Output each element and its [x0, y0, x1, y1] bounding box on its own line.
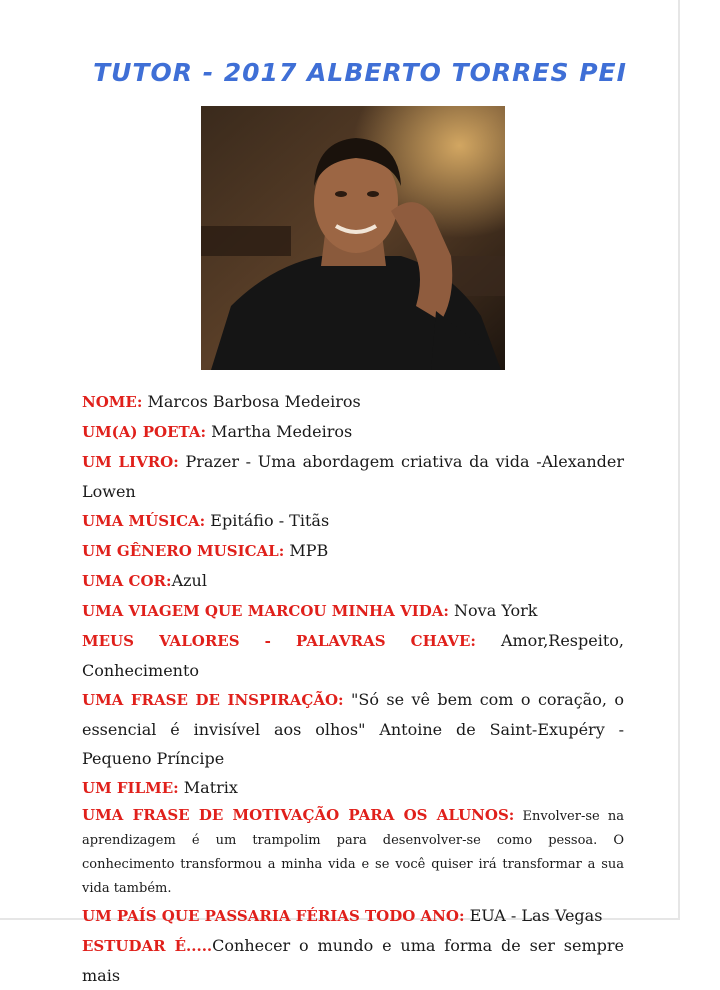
label-musica: UMA MÚSICA: — [82, 512, 206, 530]
value-viagem: Nova York — [448, 601, 538, 620]
field-poeta — [82, 417, 624, 447]
portrait-photo — [201, 106, 505, 370]
label-frase: UMA FRASE DE INSPIRAÇÃO: — [82, 691, 344, 709]
value-cor: Azul — [171, 571, 207, 590]
field-nome — [82, 387, 624, 417]
field-musica — [82, 506, 624, 536]
label-motivacao: UMA FRASE DE MOTIVAÇÃO PARA OS ALUNOS: — [82, 806, 515, 824]
value-genero: MPB — [284, 541, 329, 560]
field-filme — [82, 773, 624, 803]
label-pais: UM PAÍS QUE PASSARIA FÉRIAS TODO ANO: — [82, 907, 465, 925]
value-frase: "Só se vê bem com o coração, o essencial é invisível aos olhos" Antoine de Saint-Exupéry - Pequeno Príncipe — [82, 690, 624, 768]
label-viagem: UMA VIAGEM QUE MARCOU MINHA VIDA: — [82, 602, 449, 620]
field-frase — [82, 685, 624, 773]
value-livro: Prazer - Uma abordagem criativa da vida -Alexander Lowen — [82, 452, 624, 501]
field-valores — [82, 626, 624, 685]
label-filme: UM FILME: — [82, 779, 179, 797]
value-valores: Amor,Respeito, Conhecimento — [82, 631, 624, 680]
value-motivacao: Envolver-se na aprendizagem é um trampolim para desenvolver-se como pessoa. O conhecimento transformou a minha vida e se você quiser irá transformar a sua vida também. — [82, 809, 624, 896]
label-nome: NOME: — [82, 393, 143, 411]
page-title: TUTOR - 2017 ALBERTO TORRES PEI — [93, 58, 627, 87]
value-filme: Matrix — [178, 778, 238, 797]
label-livro: UM LIVRO: — [82, 453, 179, 471]
field-pais — [82, 901, 624, 931]
value-musica: Epitáfio - Titãs — [205, 511, 330, 530]
value-nome: Marcos Barbosa Medeiros — [142, 392, 361, 411]
profile-info — [82, 387, 624, 990]
field-genero — [82, 536, 624, 566]
label-genero: UM GÊNERO MUSICAL: — [82, 542, 285, 560]
value-estudar: Conhecer o mundo e uma forma de ser sempre mais — [82, 936, 625, 985]
field-cor — [82, 566, 624, 596]
field-viagem — [82, 596, 624, 626]
field-estudar — [82, 931, 624, 990]
value-poeta: Martha Medeiros — [206, 422, 353, 441]
label-cor: UMA COR: — [82, 572, 172, 590]
label-poeta: UM(A) POETA: — [82, 423, 207, 441]
label-valores: MEUS VALORES - PALAVRAS CHAVE: — [82, 632, 476, 650]
label-estudar: ESTUDAR É..... — [82, 937, 213, 955]
field-livro — [82, 447, 624, 506]
value-pais: EUA - Las Vegas — [464, 906, 603, 925]
field-motivacao — [82, 803, 624, 901]
